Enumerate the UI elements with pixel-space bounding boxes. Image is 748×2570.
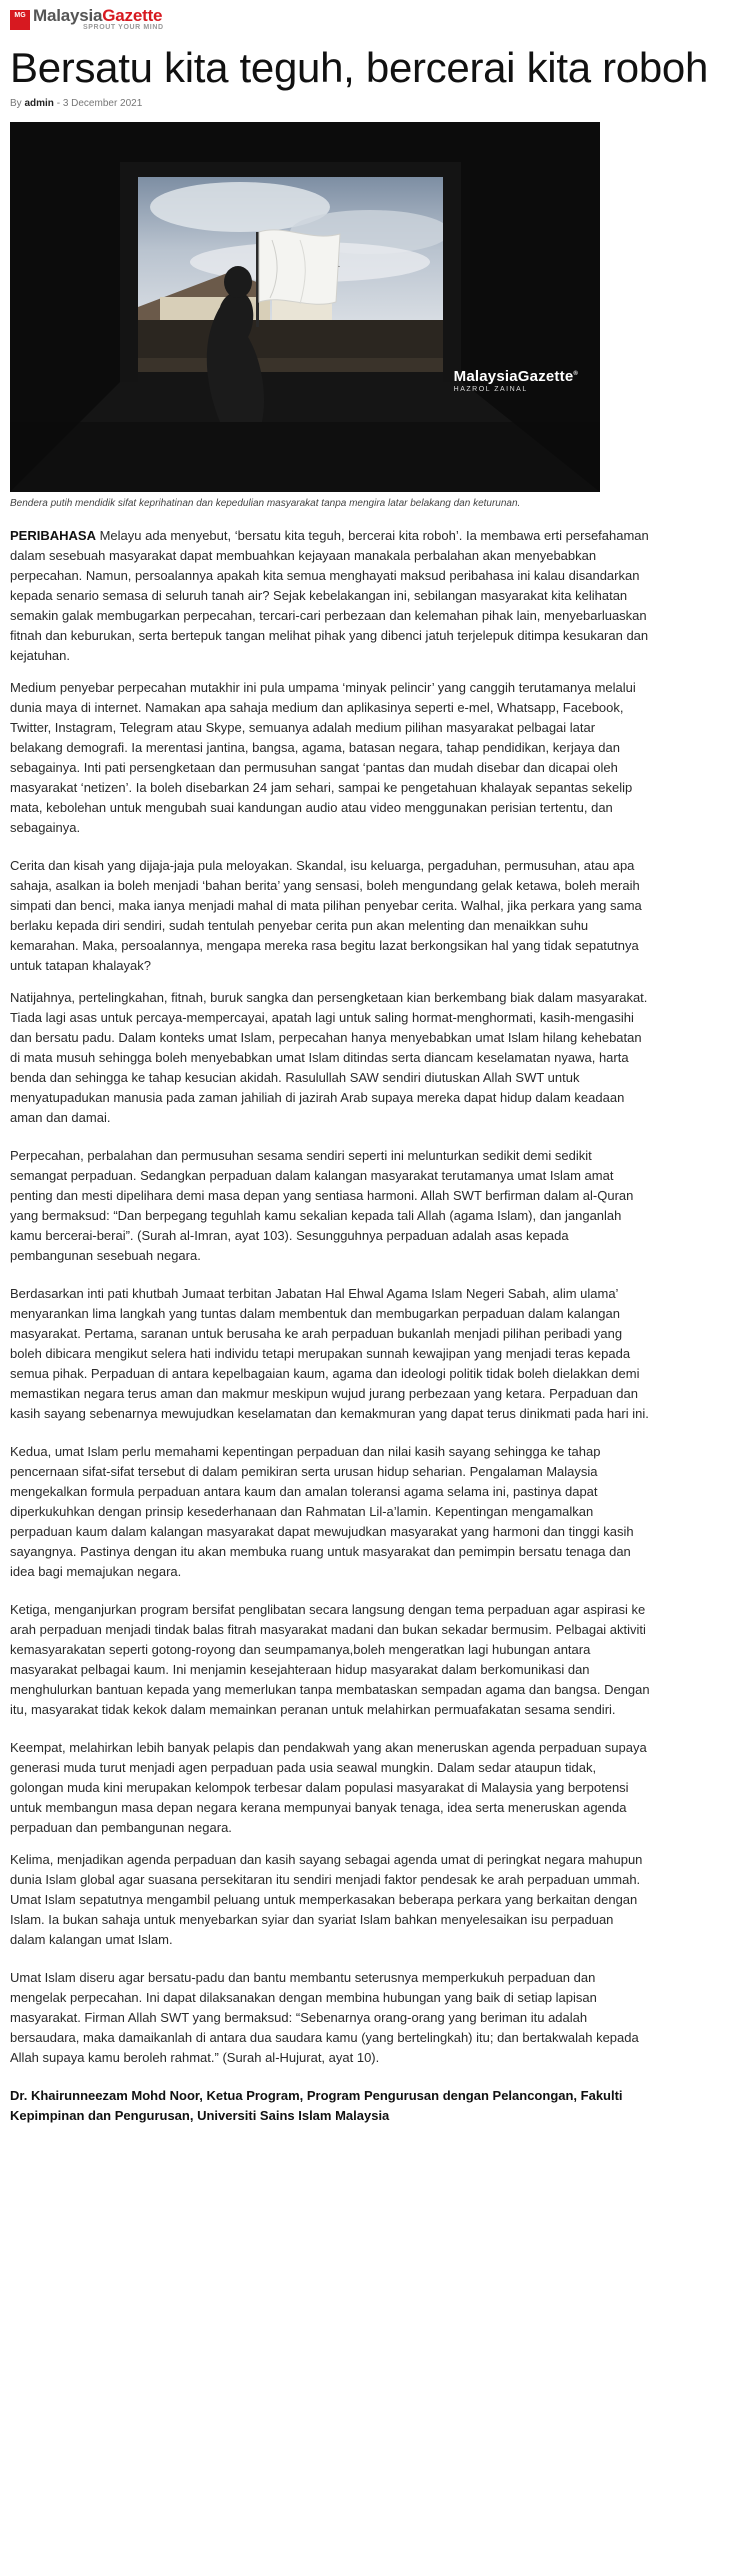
- image-caption: Bendera putih mendidik sifat keprihatinan dan kepedulian masyarakat tanpa mengira latar belakang dan keturunan.: [10, 498, 521, 509]
- paragraph: Umat Islam diseru agar bersatu-padu dan bantu membantu seterusnya memperkukuh perpaduan dan mengelak perpecahan. Ini dapat dilaksanakan dengan membina hubungan yang baik di setiap lapisan masyarakat. Firman Allah SWT yang bermaksud: “Sebenarnya orang-orang yang beriman itu adalah bersaudara, maka damaikanlah di antara dua saudara kamu (yang bertelingkah) itu; dan bertakwalah kepada Allah supaya kamu beroleh rahmat.” (Surah al-Hujurat, ayat 10).: [10, 1970, 639, 2065]
- site-header: [10, 0, 738, 38]
- featured-photo: [10, 122, 600, 492]
- article-body: [10, 526, 650, 2126]
- article-title: Bersatu kita teguh, bercerai kita roboh: [10, 44, 709, 91]
- article-meta: [10, 98, 738, 114]
- paragraph: Kelima, menjadikan agenda perpaduan dan kasih sayang sebagai agenda umat di peringkat negara mahupun dunia Islam global agar suasana persekitaran itu sendiri menjadi faktor pendesak ke arah perpaduan ummah. Umat Islam sepatutnya mengambil peluang untuk memperkasakan beberapa perkara yang berkaitan dengan Islam. Ia bukan sahaja untuk menyebarkan syiar dan syariat Islam bahkan menyelesaikan isu perpaduan dalam kalangan umat Islam.: [10, 1852, 643, 1947]
- logo-name-part2: Gazette: [102, 6, 163, 25]
- logo-text: [33, 8, 164, 32]
- watermark-name: [454, 368, 578, 385]
- lead-word: PERIBAHASA: [10, 528, 96, 543]
- paragraph: [10, 526, 650, 666]
- author-link[interactable]: admin: [24, 98, 54, 109]
- date-separator: -: [56, 98, 61, 109]
- paragraph: Ketiga, menganjurkan program bersifat penglibatan secara langsung dengan tema perpaduan agar aspirasi ke arah perpaduan menjadi tindak balas fitrah masyarakat madani dan bukan sekadar bermusim. Pelbagai aktiviti kemasyarakatan seperti gotong-royong dan seumpamanya,boleh mengeratkan lagi hubungan antara masyarakat pelbagai kaum. Ini menjamin kesejahteraan hidup masyarakat dalam berkomunikasi dan menghulurkan bantuan kepada yang memerlukan tanpa membataskan sempadan agama dan bangsa. Dengan itu, masyarakat tidak kekok dalam memainkan peranan untuk melahirkan permuafakatan sesama sendiri.: [10, 1602, 650, 1717]
- paragraph: Medium penyebar perpecahan mutakhir ini pula umpama ‘minyak pelincir’ yang canggih terutamanya melalui dunia maya di internet. Namakan apa sahaja medium dan aplikasinya seperti e-mel, Whatsapp, Facebook, Twitter, Instagram, Telegram atau Skype, semuanya adalah medium pilihan masyarakat pelbagai latar belakang demografi. Ia merentasi jantina, bangsa, agama, batasan negara, tahap pendidikan, kerjaya dan sebagainya. Inti pati persengketaan dan permusuhan sangat ‘pantas dan mudah disebar dan dicapai oleh masyarakat ‘netizen’. Ia boleh disebarkan 24 jam sehari, sampai ke pengetahuan khalayak sepantas sekelip mata, kebolehan untuk mengubah suai kandungan audio atau video menggunakan perisian tertentu, dan sebagainya.: [10, 680, 636, 835]
- author-signature: Dr. Khairunneezam Mohd Noor, Ketua Program, Program Pengurusan dengan Pelancongan, Fakulti Kepimpinan dan Pengurusan, Universiti Sains Islam Malaysia: [10, 2088, 623, 2123]
- logo-name-part1: Malaysia: [33, 6, 103, 25]
- paragraph: Natijahnya, pertelingkahan, fitnah, buruk sangka dan persengketaan kian berkembang biak dalam masyarakat. Tiada lagi asas untuk percaya-mempercayai, apatah lagi untuk saling hormat-menghormati, kasih-mengasihi dan bersatu padu. Dalam konteks umat Islam, perpecahan hanya menyebabkan umat Islam hilang kehebatan di mata musuh sehingga boleh menyebabkan umat Islam ditindas serta diancam keselamatan nyawa, harta benda dan sehingga ke tahap kesucian akidah. Rasulullah SAW sendiri diutuskan Allah SWT untuk menyatupadukan manusia pada zaman jahiliah di jazirah Arab supaya mereka dapat hidup dalam keadaan aman dan damai.: [10, 990, 648, 1125]
- paragraph: Kedua, umat Islam perlu memahami kepentingan perpaduan dan nilai kasih sayang sehingga ke tahap pencernaan sifat-sifat tersebut di dalam pemikiran serta urusan hidup seharian. Pengalaman Malaysia mengekalkan formula perpaduan antara kaum dan amalan toleransi agama selama ini, pastinya dapat diperkukuhkan dengan prinsip kesederhanaan dan Rahmatan Lil-a’lamin. Kepentingan mengamalkan perpaduan kaum dalam kalangan masyarakat dapat mewujudkan masyarakat yang harmoni dan tinggi kasih sayangnya. Pastinya dengan itu akan membuka ruang untuk masyarakat dan pemimpin bersatu tenaga dan idea bagi memajukan negara.: [10, 1444, 634, 1579]
- logo-name: [33, 8, 164, 24]
- site-logo[interactable]: [10, 8, 164, 32]
- paragraph: Keempat, melahirkan lebih banyak pelapis dan pendakwah yang akan meneruskan agenda perpaduan supaya generasi muda turut menjadi agen perpaduan pada usia seawal mungkin. Dalam sedar ataupun tidak, golongan muda kini merupakan kelompok terbesar dalam populasi masyarakat di Malaysia yang berpotensi untuk membangun masa depan negara kerana mempunyai banyak tenaga, idea serta meneruskan agenda perpaduan dan pembangunan negara.: [10, 1740, 647, 1835]
- photo-watermark: [454, 368, 578, 393]
- watermark-credit: HAZROL ZAINAL: [453, 386, 528, 393]
- byline-prefix: By: [10, 98, 22, 109]
- paragraph: Cerita dan kisah yang dijaja-jaja pula meloyakan. Skandal, isu keluarga, pergaduhan, permusuhan, atau apa sahaja, asalkan ia boleh menjadi ‘bahan berita’ yang sensasi, boleh mengundang gelak ketawa, boleh meraih simpati dan benci, maka ianya menjadi mahal di mata pilihan penyebar cerita. Walhal, jika perkara yang sama berlaku kepada diri sendiri, sudah tentulah penyebar cerita pun akan melenting dan menaikkan suhu kemarahan. Maka, persoalannya, mengapa mereka rasa begitu lazat berkongsikan hal yang tidak sepatutnya untuk tatapan khalayak?: [10, 858, 642, 973]
- watermark-name-text: MalaysiaGazette: [453, 368, 574, 385]
- featured-image: [10, 122, 600, 492]
- logo-tagline: SPROUT YOUR MIND: [83, 24, 164, 31]
- logo-badge: MG: [10, 10, 30, 30]
- watermark-mark: ®: [573, 371, 578, 377]
- publish-date: 3 December 2021: [62, 98, 143, 109]
- paragraph-text: Melayu ada menyebut, ‘bersatu kita teguh, bercerai kita roboh’. Ia membawa erti persefahaman dalam sesebuah masyarakat dapat membuahkan kejayaan manakala perbalahan akan menyebabkan perpecahan. Namun, persoalannya apakah kita semua menghayati maksud peribahasa ini kalau disandarkan kepada senario semasa di seluruh tanah air? Sejak kebelakangan ini, sebilangan masyarakat kita kelihatan semakin galak membugarkan perpecahan, tercari-cari perbezaan dan kelemahan pihak lain, menyebarluaskan fitnah dan keburukan, serta bertepuk tangan melihat pihak yang dibenci jatuh terjelepuk ditimpa kesukaran dan kejatuhan.: [10, 528, 649, 663]
- paragraph: Perpecahan, perbalahan dan permusuhan sesama sendiri seperti ini melunturkan sedikit demi sedikit semangat perpaduan. Sedangkan perpaduan dalam kalangan masyarakat terutamanya umat Islam amat penting dan mesti dipelihara demi masa depan yang sentiasa harmoni. Allah SWT berfirman dalam al-Quran yang bermaksud: “Dan berpegang teguhlah kamu sekalian kepada tali Allah (agama Islam), dan janganlah kamu bercerai-berai”. (Surah al-Imran, ayat 103). Sesungguhnya perpaduan adalah asas kepada pembangunan sesebuah negara.: [10, 1148, 634, 1263]
- paragraph: Berdasarkan inti pati khutbah Jumaat terbitan Jabatan Hal Ehwal Agama Islam Negeri Sabah, alim ulama’ menyarankan lima langkah yang tuntas dalam membentuk dan membugarkan perpaduan dalam kalangan masyarakat. Pertama, saranan untuk berusaha ke arah perpaduan bukanlah menjadi pilihan peribadi yang boleh dibicara mengikut selera hati individu tetapi merupakan sunnah kewajipan yang menjadi teras kepada semua pihak. Perpaduan di antara kepelbagaian kaum, agama dan ideologi politik tidak boleh dielakkan demi memastikan negara terus aman dan makmur meskipun wujud jurang perbezaan yang ketara. Perpaduan dan kasih sayang sebenarnya mewujudkan keselamatan dan kemakmuran yang dapat terus dinikmati pada hari ini.: [10, 1286, 649, 1421]
